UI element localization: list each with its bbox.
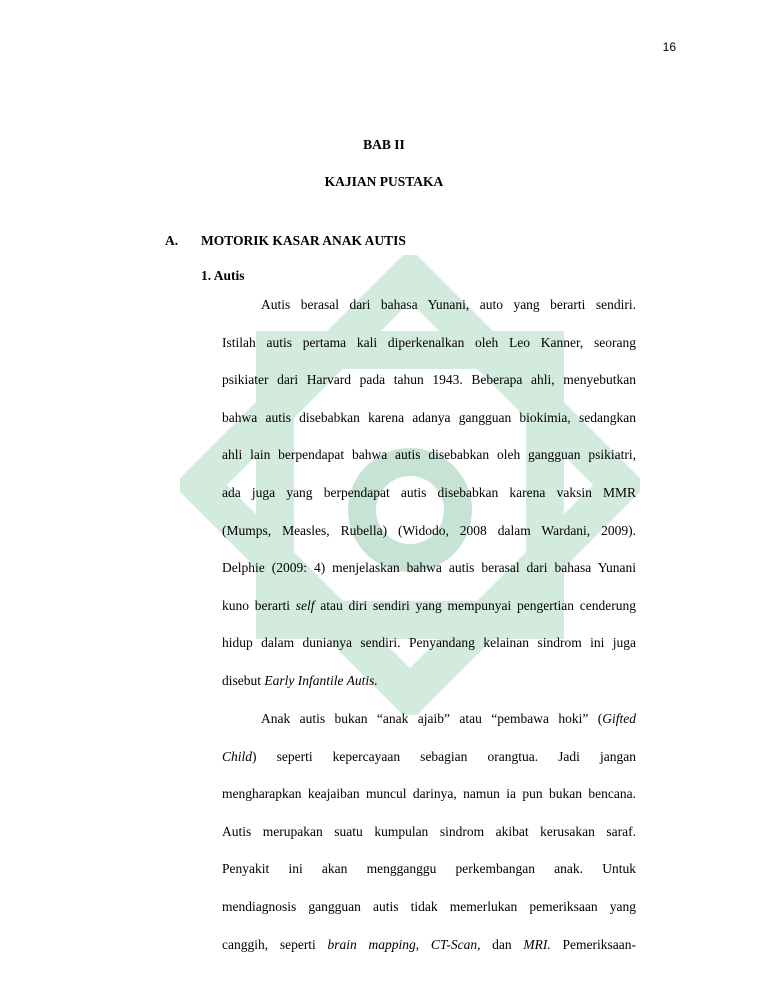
text-line <box>222 748 636 786</box>
text-line: Penyakit ini akan mengganggu perkembangan anak. Untuk <box>222 861 636 877</box>
italic-term: self <box>295 597 315 613</box>
text-line: psikiater dari Harvard pada tahun 1943. Beberapa ahli, menyebutkan <box>222 372 636 388</box>
text-line: Istilah autis pertama kali diperkenalkan oleh Leo Kanner, seorang <box>222 334 636 350</box>
text-line: Autis berasal dari bahasa Yunani, auto yang berarti sendiri. <box>261 297 636 312</box>
chapter-title: KAJIAN PUSTAKA <box>324 174 444 189</box>
text-run: atau diri sendiri yang mempunyai pengertian cenderung <box>314 597 636 613</box>
text-line: mendiagnosis gangguan autis tidak memerlukan pemeriksaan yang <box>222 898 636 914</box>
page-number: 16 <box>662 40 676 54</box>
paragraph-2 <box>222 710 636 973</box>
text-line: ahli lain berpendapat bahwa autis disebabkan oleh gangguan psikiatri, <box>222 447 636 463</box>
text-line: mengharapkan keajaiban muncul darinya, namun ia pun bukan bencana. <box>222 786 636 802</box>
chapter-label: BAB II <box>363 137 405 152</box>
text-run: Pemeriksaan- <box>550 936 636 952</box>
text-line <box>222 936 636 974</box>
text-line: Delphie (2009: 4) menjelaskan bahwa autis berasal dari bahasa Yunani <box>222 560 636 576</box>
text-run: ) seperti kepercayaan sebagian orangtua. Jadi jangan <box>252 748 636 764</box>
section-title: MOTORIK KASAR ANAK AUTIS <box>201 233 406 248</box>
subsection-title: Autis <box>213 268 245 283</box>
text-run: canggih, seperti <box>222 936 328 952</box>
section-heading <box>165 233 406 249</box>
italic-term: Early Infantile Autis. <box>264 672 378 688</box>
text-line: ada juga yang berpendapat autis disebabkan karena vaksin MMR <box>222 484 636 500</box>
italic-term: MRI. <box>523 936 551 952</box>
text-run: , dan <box>477 936 524 952</box>
text-line: hidup dalam dunianya sendiri. Penyandang kelainan sindrom ini juga <box>222 635 636 651</box>
text-line: (Mumps, Measles, Rubella) (Widodo, 2008 dalam Wardani, 2009). <box>222 522 636 538</box>
italic-term: Gifted <box>602 711 636 726</box>
text-line <box>222 672 636 710</box>
text-run: Anak autis bukan “anak ajaib” atau “pembawa hoki” ( <box>261 711 603 726</box>
text-line <box>222 597 636 635</box>
section-letter: A. <box>165 233 179 248</box>
text-line: bahwa autis disebabkan karena adanya gangguan biokimia, sedangkan <box>222 409 636 425</box>
italic-term: brain mapping, CT-Scan <box>327 936 478 952</box>
text-line <box>222 710 636 748</box>
italic-term: Child <box>222 748 253 764</box>
subsection-number: 1. <box>201 268 212 283</box>
subsection-heading <box>201 268 245 284</box>
text-line: Autis merupakan suatu kumpulan sindrom akibat kerusakan saraf. <box>222 823 636 839</box>
text-run: kuno berarti <box>222 597 296 613</box>
text-run: disebut <box>222 672 265 688</box>
paragraph-1 <box>222 296 636 710</box>
